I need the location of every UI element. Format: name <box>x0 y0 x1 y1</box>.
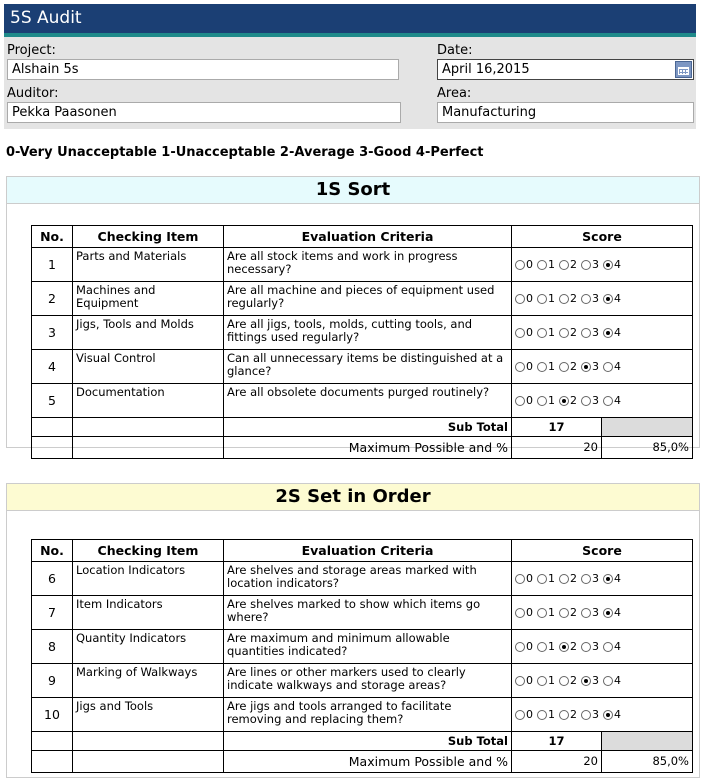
score-radio[interactable] <box>581 260 591 270</box>
audit-section <box>6 176 700 455</box>
score-radio-group <box>512 316 693 350</box>
score-option-label: 1 <box>548 640 555 653</box>
score-option-label: 0 <box>526 326 533 339</box>
score-option-label: 3 <box>592 708 599 721</box>
subtotal-label: Sub Total <box>224 732 512 751</box>
score-radio-group <box>512 664 693 698</box>
col-header-criteria: Evaluation Criteria <box>224 540 512 562</box>
score-radio-group <box>512 630 693 664</box>
score-radio[interactable] <box>581 328 591 338</box>
score-radio[interactable] <box>559 710 569 720</box>
score-radio[interactable] <box>559 260 569 270</box>
score-option-label: 2 <box>570 360 577 373</box>
score-radio[interactable] <box>559 574 569 584</box>
score-option-label: 2 <box>570 606 577 619</box>
score-radio[interactable] <box>515 328 525 338</box>
table-row <box>32 248 693 282</box>
table-row <box>32 596 693 630</box>
score-option-2[interactable] <box>559 326 577 339</box>
row-number: 7 <box>32 596 73 630</box>
score-radio[interactable] <box>581 574 591 584</box>
auditor-input[interactable]: Pekka Paasonen <box>7 102 401 123</box>
row-number: 6 <box>32 562 73 596</box>
checking-item: Jigs, Tools and Molds <box>73 316 224 350</box>
date-label: Date: <box>437 43 473 58</box>
score-radio[interactable] <box>537 710 547 720</box>
checking-item: Machines and Equipment <box>73 282 224 316</box>
score-option-2[interactable] <box>559 674 577 687</box>
evaluation-criteria: Are shelves marked to show which items go where? <box>224 596 512 630</box>
score-option-label: 1 <box>548 258 555 271</box>
score-radio[interactable] <box>537 608 547 618</box>
score-option-label: 1 <box>548 572 555 585</box>
table-row <box>32 350 693 384</box>
subtotal-label: Sub Total <box>224 418 512 437</box>
row-number: 1 <box>32 248 73 282</box>
col-header-no: No. <box>32 540 73 562</box>
max-value: 20 <box>512 751 602 773</box>
score-radio[interactable] <box>515 574 525 584</box>
subtotal-value: 17 <box>512 732 602 751</box>
score-radio[interactable] <box>537 676 547 686</box>
evaluation-criteria: Are all machine and pieces of equipment used regularly? <box>224 282 512 316</box>
subtotal-row <box>32 418 693 437</box>
max-row <box>32 751 693 773</box>
score-option-4[interactable] <box>603 292 621 305</box>
score-option-label: 2 <box>570 258 577 271</box>
score-option-3[interactable] <box>581 394 599 407</box>
score-radio[interactable] <box>581 608 591 618</box>
score-option-2[interactable] <box>559 708 577 721</box>
score-option-0[interactable] <box>515 640 533 653</box>
row-number: 3 <box>32 316 73 350</box>
score-option-0[interactable] <box>515 674 533 687</box>
score-option-0[interactable] <box>515 258 533 271</box>
score-option-label: 4 <box>614 708 621 721</box>
score-radio[interactable] <box>581 676 591 686</box>
score-option-label: 3 <box>592 292 599 305</box>
score-option-4[interactable] <box>603 258 621 271</box>
score-option-label: 2 <box>570 674 577 687</box>
score-option-0[interactable] <box>515 360 533 373</box>
score-radio[interactable] <box>537 396 547 406</box>
subtotal-row <box>32 732 693 751</box>
score-radio[interactable] <box>515 260 525 270</box>
score-option-label: 1 <box>548 292 555 305</box>
score-option-label: 2 <box>570 292 577 305</box>
score-radio[interactable] <box>515 676 525 686</box>
score-radio[interactable] <box>537 642 547 652</box>
score-option-label: 2 <box>570 326 577 339</box>
table-header-row <box>32 226 693 248</box>
score-option-1[interactable] <box>537 674 555 687</box>
score-option-label: 4 <box>614 606 621 619</box>
score-option-label: 1 <box>548 394 555 407</box>
evaluation-criteria: Are shelves and storage areas marked with location indicators? <box>224 562 512 596</box>
col-header-item: Checking Item <box>73 540 224 562</box>
score-option-label: 0 <box>526 606 533 619</box>
score-option-2[interactable] <box>559 606 577 619</box>
score-radio[interactable] <box>603 260 613 270</box>
score-radio[interactable] <box>559 676 569 686</box>
score-radio[interactable] <box>537 328 547 338</box>
score-option-2[interactable] <box>559 572 577 585</box>
score-option-2[interactable] <box>559 640 577 653</box>
score-option-label: 4 <box>614 394 621 407</box>
score-option-1[interactable] <box>537 640 555 653</box>
evaluation-criteria: Are maximum and minimum allowable quantities indicated? <box>224 630 512 664</box>
score-option-3[interactable] <box>581 258 599 271</box>
table-row <box>32 562 693 596</box>
score-option-4[interactable] <box>603 394 621 407</box>
score-option-label: 0 <box>526 674 533 687</box>
score-radio[interactable] <box>537 294 547 304</box>
score-option-3[interactable] <box>581 326 599 339</box>
score-radio-group <box>512 350 693 384</box>
checking-item: Documentation <box>73 384 224 418</box>
score-radio[interactable] <box>559 642 569 652</box>
score-radio[interactable] <box>603 294 613 304</box>
evaluation-criteria: Are jigs and tools arranged to facilitate removing and replacing them? <box>224 698 512 732</box>
checklist-table <box>31 539 693 773</box>
area-input[interactable]: Manufacturing <box>437 102 694 123</box>
score-option-1[interactable] <box>537 258 555 271</box>
score-option-label: 4 <box>614 640 621 653</box>
table-row <box>32 384 693 418</box>
col-header-score: Score <box>512 226 693 248</box>
subtotal-filler <box>602 732 693 751</box>
project-label: Project: <box>7 43 56 58</box>
score-option-3[interactable] <box>581 292 599 305</box>
score-option-label: 3 <box>592 640 599 653</box>
max-value: 20 <box>512 437 602 459</box>
score-radio[interactable] <box>603 396 613 406</box>
audit-section <box>6 483 700 778</box>
checking-item: Jigs and Tools <box>73 698 224 732</box>
score-option-label: 2 <box>570 572 577 585</box>
checking-item: Item Indicators <box>73 596 224 630</box>
score-radio[interactable] <box>537 260 547 270</box>
date-value: April 16,2015 <box>442 62 530 77</box>
score-option-0[interactable] <box>515 708 533 721</box>
row-number: 4 <box>32 350 73 384</box>
row-number: 8 <box>32 630 73 664</box>
checking-item: Location Indicators <box>73 562 224 596</box>
score-radio[interactable] <box>603 642 613 652</box>
score-radio[interactable] <box>515 642 525 652</box>
score-option-1[interactable] <box>537 708 555 721</box>
score-legend: 0-Very Unacceptable 1-Unacceptable 2-Average 3-Good 4-Perfect <box>6 145 484 160</box>
score-option-label: 4 <box>614 292 621 305</box>
col-header-criteria: Evaluation Criteria <box>224 226 512 248</box>
score-radio[interactable] <box>603 362 613 372</box>
score-option-0[interactable] <box>515 292 533 305</box>
score-radio-group <box>512 562 693 596</box>
score-option-0[interactable] <box>515 606 533 619</box>
score-option-label: 0 <box>526 572 533 585</box>
score-option-0[interactable] <box>515 572 533 585</box>
row-number: 2 <box>32 282 73 316</box>
score-radio[interactable] <box>515 294 525 304</box>
score-option-label: 2 <box>570 394 577 407</box>
percent-value: 85,0% <box>602 751 693 773</box>
score-option-3[interactable] <box>581 640 599 653</box>
score-option-4[interactable] <box>603 606 621 619</box>
percent-value: 85,0% <box>602 437 693 459</box>
checking-item: Visual Control <box>73 350 224 384</box>
col-header-no: No. <box>32 226 73 248</box>
section-title: 2S Set in Order <box>7 484 699 511</box>
score-option-label: 4 <box>614 572 621 585</box>
score-option-2[interactable] <box>559 394 577 407</box>
evaluation-criteria: Are all obsolete documents purged routinely? <box>224 384 512 418</box>
score-option-label: 0 <box>526 708 533 721</box>
audit-info-form <box>4 37 696 129</box>
row-number: 10 <box>32 698 73 732</box>
score-option-1[interactable] <box>537 606 555 619</box>
score-option-label: 0 <box>526 394 533 407</box>
score-radio[interactable] <box>581 396 591 406</box>
subtotal-value: 17 <box>512 418 602 437</box>
score-option-label: 3 <box>592 258 599 271</box>
score-radio[interactable] <box>603 608 613 618</box>
area-label: Area: <box>437 86 472 101</box>
max-label: Maximum Possible and % <box>224 751 512 773</box>
evaluation-criteria: Are all stock items and work in progress necessary? <box>224 248 512 282</box>
score-radio[interactable] <box>581 362 591 372</box>
score-radio-group <box>512 698 693 732</box>
score-option-label: 0 <box>526 360 533 373</box>
project-input[interactable]: Alshain 5s <box>7 59 399 80</box>
table-row <box>32 282 693 316</box>
score-radio[interactable] <box>603 328 613 338</box>
score-option-2[interactable] <box>559 258 577 271</box>
date-input[interactable] <box>437 59 694 80</box>
score-option-label: 4 <box>614 360 621 373</box>
score-option-4[interactable] <box>603 360 621 373</box>
score-option-3[interactable] <box>581 606 599 619</box>
score-option-4[interactable] <box>603 572 621 585</box>
score-option-label: 4 <box>614 258 621 271</box>
max-label: Maximum Possible and % <box>224 437 512 459</box>
max-row <box>32 437 693 459</box>
table-row <box>32 630 693 664</box>
score-option-label: 3 <box>592 326 599 339</box>
calendar-icon[interactable] <box>675 61 692 78</box>
evaluation-criteria: Are all jigs, tools, molds, cutting tools, and fittings used regularly? <box>224 316 512 350</box>
score-radio[interactable] <box>537 362 547 372</box>
app-title: 5S Audit <box>10 8 82 28</box>
score-option-label: 3 <box>592 394 599 407</box>
score-option-4[interactable] <box>603 708 621 721</box>
evaluation-criteria: Can all unnecessary items be distinguished at a glance? <box>224 350 512 384</box>
col-header-score: Score <box>512 540 693 562</box>
score-option-label: 3 <box>592 674 599 687</box>
score-option-1[interactable] <box>537 360 555 373</box>
score-radio-group <box>512 248 693 282</box>
score-option-3[interactable] <box>581 674 599 687</box>
table-row <box>32 664 693 698</box>
score-radio[interactable] <box>581 710 591 720</box>
score-option-label: 1 <box>548 326 555 339</box>
score-option-label: 0 <box>526 640 533 653</box>
row-number: 9 <box>32 664 73 698</box>
table-row <box>32 316 693 350</box>
score-radio[interactable] <box>559 608 569 618</box>
score-option-label: 3 <box>592 572 599 585</box>
table-row <box>32 698 693 732</box>
table-header-row <box>32 540 693 562</box>
score-radio[interactable] <box>559 328 569 338</box>
score-option-1[interactable] <box>537 572 555 585</box>
app-title-bar <box>4 4 696 37</box>
score-option-3[interactable] <box>581 708 599 721</box>
score-radio[interactable] <box>559 396 569 406</box>
score-option-1[interactable] <box>537 292 555 305</box>
auditor-label: Auditor: <box>7 86 59 101</box>
score-option-2[interactable] <box>559 292 577 305</box>
section-title: 1S Sort <box>7 177 699 204</box>
score-option-label: 2 <box>570 708 577 721</box>
score-radio-group <box>512 384 693 418</box>
score-option-1[interactable] <box>537 394 555 407</box>
checklist-table <box>31 225 693 459</box>
score-option-4[interactable] <box>603 326 621 339</box>
score-radio[interactable] <box>537 574 547 584</box>
score-radio[interactable] <box>515 396 525 406</box>
score-option-0[interactable] <box>515 394 533 407</box>
score-radio[interactable] <box>603 710 613 720</box>
score-option-label: 1 <box>548 708 555 721</box>
score-radio-group <box>512 596 693 630</box>
score-radio[interactable] <box>559 362 569 372</box>
row-number: 5 <box>32 384 73 418</box>
score-option-4[interactable] <box>603 640 621 653</box>
score-option-4[interactable] <box>603 674 621 687</box>
checking-item: Marking of Walkways <box>73 664 224 698</box>
score-option-label: 4 <box>614 326 621 339</box>
score-radio[interactable] <box>515 608 525 618</box>
score-radio[interactable] <box>515 710 525 720</box>
score-radio[interactable] <box>515 362 525 372</box>
checking-item: Parts and Materials <box>73 248 224 282</box>
score-option-label: 1 <box>548 606 555 619</box>
score-option-3[interactable] <box>581 360 599 373</box>
score-radio[interactable] <box>559 294 569 304</box>
score-radio[interactable] <box>581 642 591 652</box>
score-option-label: 4 <box>614 674 621 687</box>
score-option-label: 1 <box>548 674 555 687</box>
checking-item: Quantity Indicators <box>73 630 224 664</box>
score-radio-group <box>512 282 693 316</box>
subtotal-filler <box>602 418 693 437</box>
score-option-label: 0 <box>526 258 533 271</box>
score-radio[interactable] <box>603 574 613 584</box>
score-option-0[interactable] <box>515 326 533 339</box>
score-radio[interactable] <box>603 676 613 686</box>
score-option-label: 3 <box>592 606 599 619</box>
score-option-label: 3 <box>592 360 599 373</box>
score-option-label: 1 <box>548 360 555 373</box>
score-option-3[interactable] <box>581 572 599 585</box>
score-option-2[interactable] <box>559 360 577 373</box>
score-radio[interactable] <box>581 294 591 304</box>
score-option-1[interactable] <box>537 326 555 339</box>
evaluation-criteria: Are lines or other markers used to clearly indicate walkways and storage areas? <box>224 664 512 698</box>
score-option-label: 2 <box>570 640 577 653</box>
score-option-label: 0 <box>526 292 533 305</box>
col-header-item: Checking Item <box>73 226 224 248</box>
